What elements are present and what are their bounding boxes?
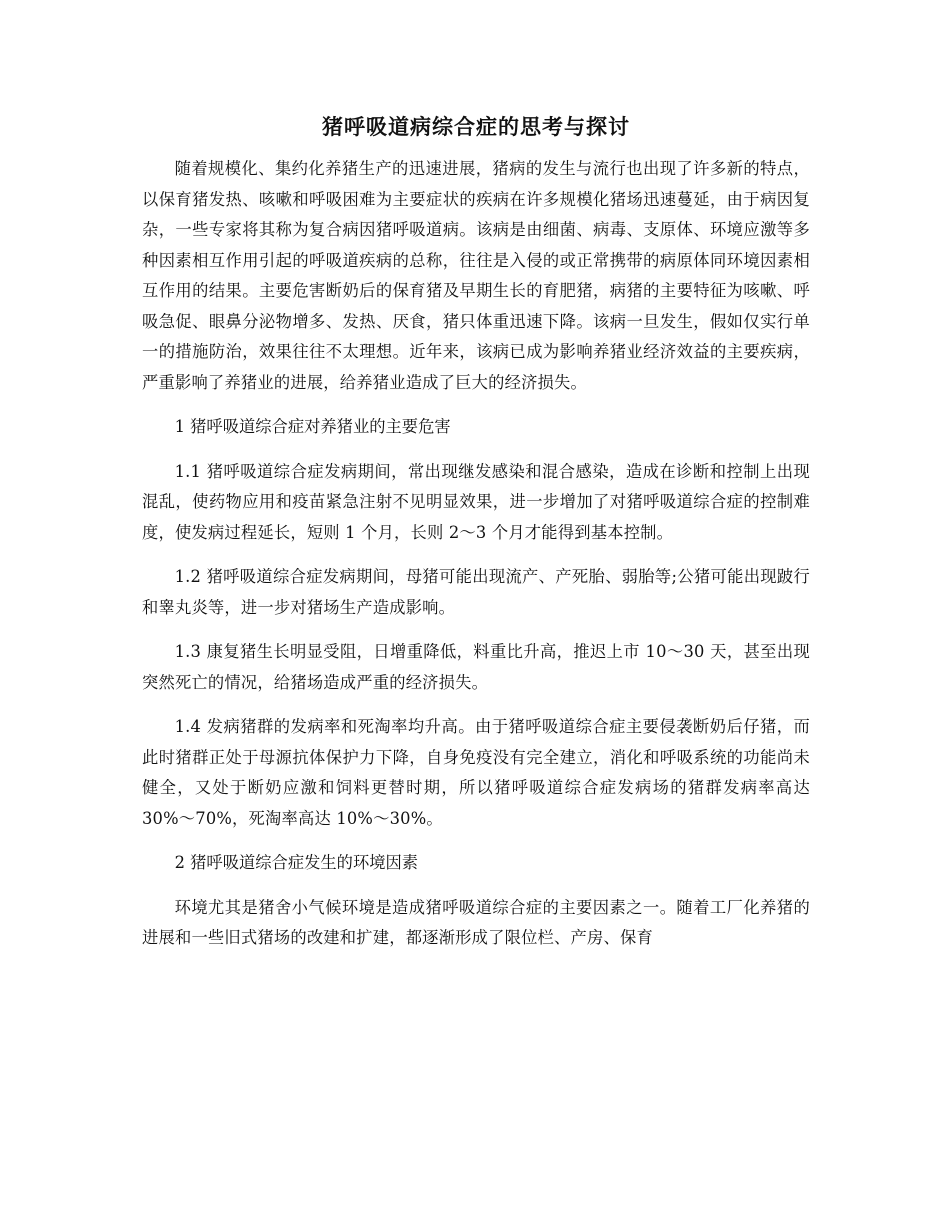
section-1-3-paragraph: 1.3 康复猪生长明显受阻，日增重降低，料重比升高，推迟上市 10～30 天，甚至出现突然死亡的情况，给猪场造成严重的经济损失。	[142, 642, 810, 692]
intro-paragraph: 随着规模化、集约化养猪生产的迅速进展，猪病的发生与流行也出现了许多新的特点，以保育猪发热、咳嗽和呼吸困难为主要症状的疾病在许多规模化猪场迅速蔓延，由于病因复杂，一些专家将其称为复合病因猪呼吸道病。该病是由细菌、病毒、支原体、环境应激等多种因素相互作用引起的呼吸道疾病的总称，往往是入侵的或正常携带的病原体同环境因素相互作用的结果。主要危害断奶后的保育猪及早期生长的育肥猪，病猪的主要特征为咳嗽、呼吸急促、眼鼻分泌物增多、发热、厌食，猪只体重迅速下降。该病一旦发生，假如仅实行单一的措施防治，效果往往不太理想。近年来，该病已成为影响养猪业经济效益的主要疾病，严重影响了养猪业的进展，给养猪业造成了巨大的经济损失。	[142, 159, 810, 392]
document-title: 猪呼吸道病综合症的思考与探讨	[322, 115, 630, 139]
section-2-heading: 2 猪呼吸道综合症发生的环境因素	[174, 853, 419, 872]
section-1-1-paragraph: 1.1 猪呼吸道综合症发病期间，常出现继发感染和混合感染，造成在诊断和控制上出现混乱，使药物应用和疫苗紧急注射不见明显效果，进一步增加了对猪呼吸道综合症的控制难度，使发病过程延长，短则 1 个月，长则 2～3 个月才能得到基本控制。	[142, 461, 810, 542]
section-2-paragraph: 环境尤其是猪舍小气候环境是造成猪呼吸道综合症的主要因素之一。随着工厂化养猪的进展和一些旧式猪场的改建和扩建，都逐渐形成了限位栏、产房、保育	[142, 897, 810, 947]
section-1-4-paragraph: 1.4 发病猪群的发病率和死淘率均升高。由于猪呼吸道综合症主要侵袭断奶后仔猪，而此时猪群正处于母源抗体保护力下降，自身免疫没有完全建立，消化和呼吸系统的功能尚未健全，又处于断奶应激和饲料更替时期，所以猪呼吸道综合症发病场的猪群发病率高达 30%～70%，死淘率高达 10%～30%。	[142, 717, 810, 828]
section-1-heading: 1 猪呼吸道综合症对养猪业的主要危害	[174, 417, 451, 436]
document-page	[142, 110, 810, 968]
section-1-2-paragraph: 1.2 猪呼吸道综合症发病期间，母猪可能出现流产、产死胎、弱胎等;公猪可能出现跛行和睾丸炎等，进一步对猪场生产造成影响。	[142, 567, 810, 617]
